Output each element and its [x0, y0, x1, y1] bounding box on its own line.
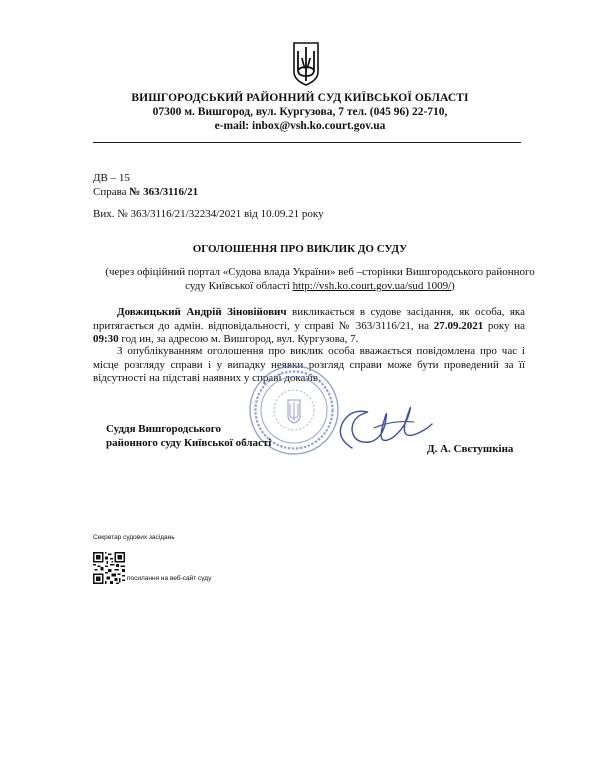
hearing-date: 27.09.2021 — [433, 319, 484, 332]
court-email-line — [0, 120, 600, 132]
notice-subtitle — [100, 265, 540, 293]
subtitle-text: суду Київської області — [185, 280, 293, 292]
case-number: № 363/3116/21 — [129, 186, 199, 198]
summons-text-a: викликається в судове засідання, як особа, яка притягається до адмін. відповідальності, у справі № 363/3116/21, на — [93, 306, 525, 332]
summons-paragraph — [93, 306, 525, 347]
judge-title — [106, 422, 271, 450]
judge-title-line-2: районного суду Київської області — [106, 437, 272, 449]
email-link[interactable]: inbox@vsh.ko.court.gov.ua — [251, 120, 386, 132]
secretary-label: Секретар судових засідань — [93, 534, 175, 541]
court-address: 07300 м. Вишгород, вул. Кургузова, 7 тел. (045 96) 22-710, — [152, 106, 448, 118]
consequences-paragraph: З опублікуванням оголошення про виклик особа вважається повідомлена про час і місце розгляду справи і у випадку неявки розгляд справи може бути проведений за її відсутності на підставі наявних у справі доказів. — [93, 345, 525, 384]
court-name: ВИШГОРОДСЬКИЙ РАЙОННИЙ СУД КИЇВСЬКОЇ ОБЛАСТІ — [131, 92, 469, 104]
hearing-time: 09:30 — [93, 333, 119, 345]
header-divider — [93, 142, 521, 143]
notice-title: ОГОЛОШЕННЯ ПРО ВИКЛИК ДО СУДУ — [192, 243, 408, 255]
outgoing-number: Вих. № 363/3116/21/32234/2021 від 10.09.21 року — [93, 208, 324, 220]
court-website-link[interactable]: http://vsh.ko.court.gov.ua/sud 1009/ — [292, 280, 452, 292]
trident-emblem-icon — [293, 42, 319, 86]
summoned-person: Довжицький Андрій Зіновійович — [117, 306, 287, 318]
summons-text-c: год ин, за адресою м. Вишгород, вул. Кургузова, 7. — [118, 333, 359, 345]
judge-name: Д. А. Свєтушкіна — [427, 443, 514, 455]
qr-caption: посилання на веб-сайт суду — [127, 575, 212, 582]
case-line — [93, 186, 198, 198]
email-label: e-mail: — [214, 120, 252, 132]
handwritten-signature-icon — [322, 398, 434, 454]
document-code: ДВ – 15 — [93, 172, 130, 184]
subtitle-line-2 — [100, 279, 540, 293]
summons-text-b: року на — [483, 319, 525, 332]
subtitle-line-1: (через офіційний портал «Судова влада України» веб –сторінки Вишгородського районного — [105, 266, 535, 278]
qr-code-icon[interactable] — [93, 552, 125, 584]
subtitle-close: ) — [451, 280, 455, 292]
case-label: Справа — [93, 186, 130, 198]
judge-title-line-1: Суддя Вишгородського — [106, 423, 221, 435]
